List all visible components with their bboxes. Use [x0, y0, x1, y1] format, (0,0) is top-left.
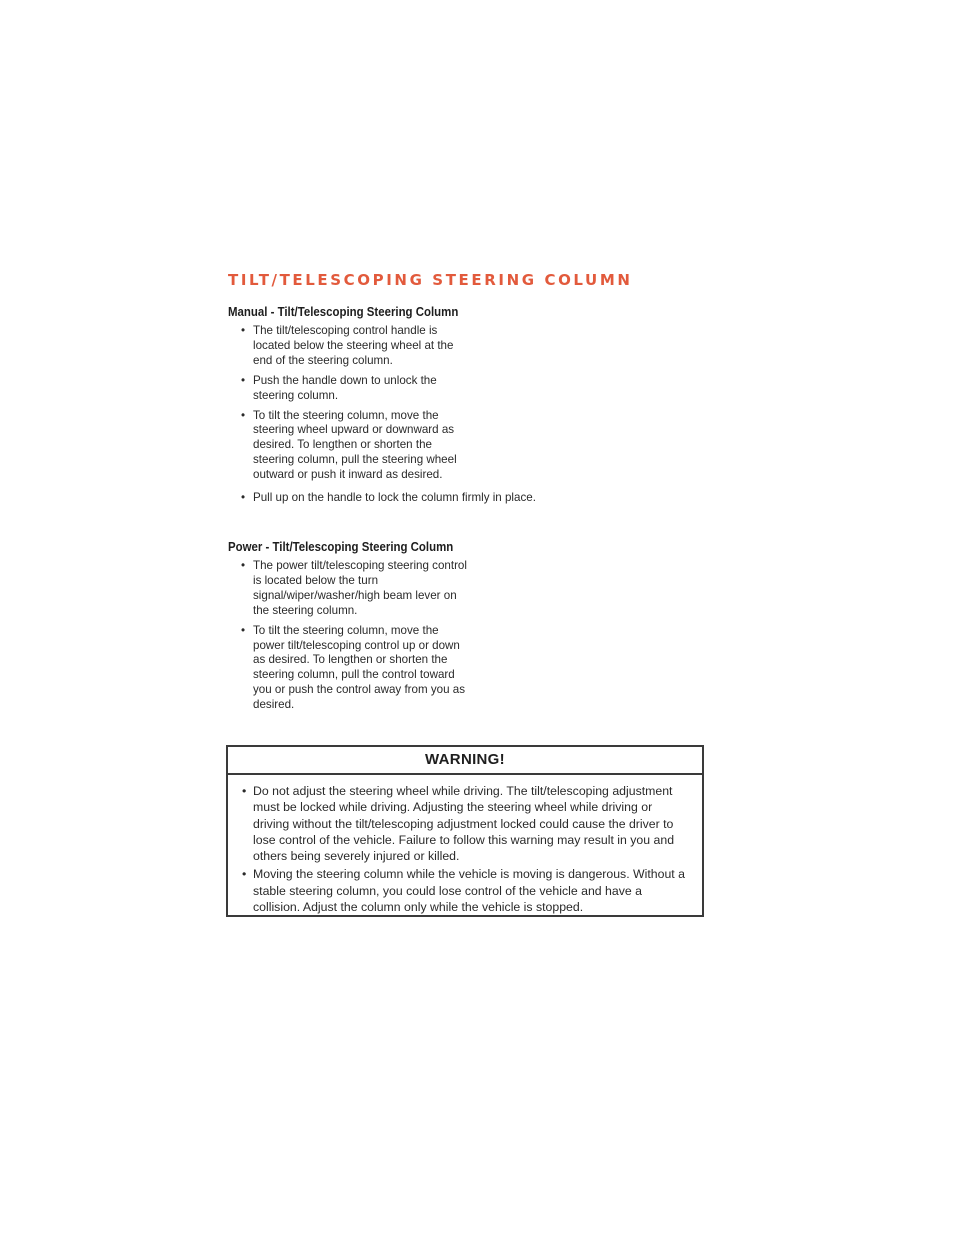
manual-bullet-text: To tilt the steering column, move the steering wheel upward or downward as desired. To lengthen or shorten the steering column, pull the steering wheel outward or push it inward as desired. — [253, 408, 457, 482]
bullet-icon: • — [242, 867, 247, 882]
power-bullet-list — [241, 559, 473, 713]
bullet-icon: • — [241, 623, 246, 637]
warning-box — [226, 745, 704, 917]
warning-bullet-item — [242, 866, 688, 915]
warning-bullet-list — [228, 775, 702, 915]
warning-bullet-item — [242, 783, 688, 864]
manual-bullet-item — [241, 409, 473, 484]
power-bullet-item — [241, 559, 473, 619]
manual-bullet-text: Pull up on the handle to lock the column firmly in place. — [253, 491, 536, 505]
power-bullet-text: The power tilt/telescoping steering control is located below the turn signal/wiper/washer/high beam lever on the steering column. — [253, 559, 467, 617]
power-subheading: Power - Tilt/Telescoping Steering Column — [228, 539, 454, 554]
bullet-icon: • — [241, 408, 246, 422]
manual-subheading: Manual - Tilt/Telescoping Steering Column — [228, 304, 459, 319]
warning-bullet-text: Do not adjust the steering wheel while driving. The tilt/telescoping adjustment must be locked while driving. Adjusting the steering wheel while driving or driving without the tilt/telescoping adjustment locked could cause the driver to lose control of the vehicle. Failure to follow this warning may result in you and others being severely injured or killed. — [253, 784, 675, 864]
bullet-icon: • — [241, 559, 246, 572]
manual-bullet-text: The tilt/telescoping control handle is located below the steering wheel at the end of the steering column. — [253, 324, 454, 367]
bullet-icon: • — [241, 491, 246, 505]
bullet-icon: • — [241, 324, 246, 337]
manual-bullet-item — [241, 324, 473, 369]
warning-bullet-text: Moving the steering column while the vehicle is moving is dangerous. Without a stable steering column, you could lose control of the vehicle and have a collision. Adjust the column only while the vehicle is stopped. — [253, 867, 685, 915]
power-bullet-text: To tilt the steering column, move the power tilt/telescoping control up or down as desired. To lengthen or shorten the steering column, pull the control toward you or push the control away from you as desired. — [253, 623, 466, 712]
section-title: TILT/TELESCOPING STEERING COLUMN — [228, 271, 633, 289]
manual-bullet-text: Push the handle down to unlock the steering column. — [253, 373, 437, 402]
manual-bullet-item — [241, 491, 653, 506]
bullet-icon: • — [242, 784, 247, 798]
manual-bullet-item — [241, 374, 473, 404]
warning-title: WARNING! — [228, 747, 702, 775]
bullet-icon: • — [241, 373, 246, 387]
manual-bullet-list — [241, 324, 536, 506]
power-bullet-item — [241, 624, 473, 713]
